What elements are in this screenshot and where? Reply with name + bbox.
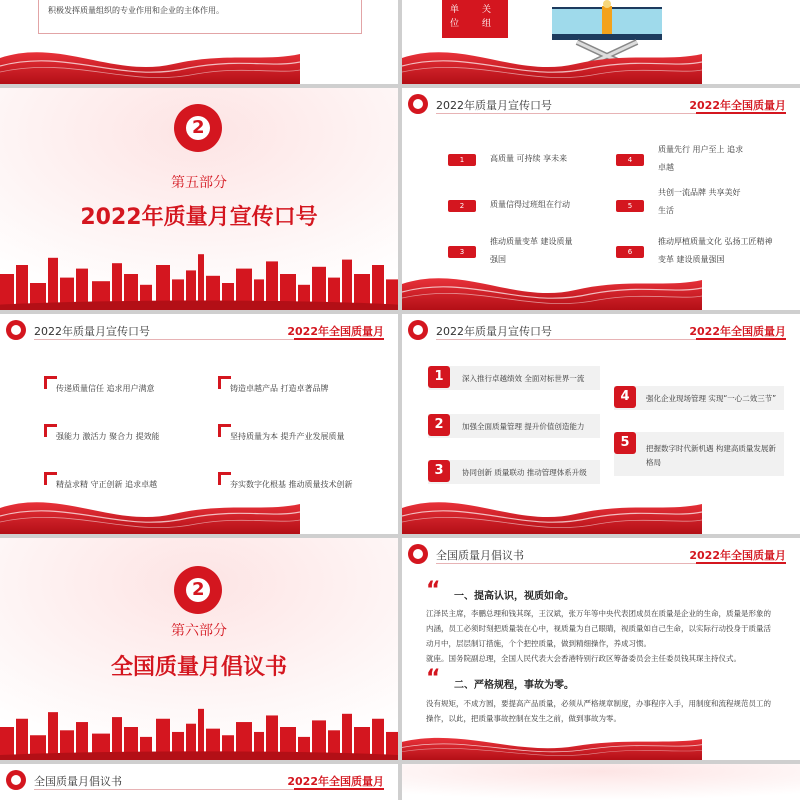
slide-header-tag: 2022年全国质量月	[287, 325, 384, 338]
slogan-number-badge: 4	[616, 154, 644, 166]
red-wave	[402, 488, 702, 534]
slide-excerpt-right	[402, 0, 800, 84]
paragraph-line: 江泽民主席，李鹏总理和钱其琛，王汉斌，张万年等中央代表团成员在质量是企业的生命，质量是形象的	[426, 609, 771, 618]
slide-slogans-boxes	[402, 314, 800, 534]
slide-header-tag: 2022年全国质量月	[689, 549, 786, 562]
logo-icon	[6, 320, 26, 340]
quality-emblem-icon	[174, 104, 222, 152]
slide-header-tag: 2022年全国质量月	[689, 99, 786, 112]
slogan-text: 协同创新 质量联动 推动管理体系升级	[462, 468, 587, 477]
header-divider	[34, 339, 384, 340]
paragraph	[426, 606, 776, 666]
city-skyline	[0, 238, 398, 310]
section-heading: 二、严格规程，事故为零。	[454, 680, 574, 691]
logo-icon	[408, 544, 428, 564]
paragraph-line: 操作，以此，把质量事故控制在发生之前，做到事故为零。	[426, 714, 621, 723]
slogan-text: 共创一流品牌 共享美好	[658, 188, 741, 197]
header-divider	[436, 339, 786, 340]
paragraph	[426, 696, 776, 726]
section-subtitle: 第五部分	[171, 175, 227, 191]
slogan-text: 夯实数字化根基 推动质量技术创新	[230, 480, 353, 489]
slogan-text: 铸造卓越产品 打造卓著品牌	[230, 384, 329, 393]
red-wave	[402, 264, 702, 310]
logo-icon	[408, 94, 428, 114]
background-glow	[402, 764, 800, 800]
red-wave	[402, 728, 702, 760]
slogan-text: 推动质量变革 建设质量	[490, 237, 573, 246]
header-divider	[34, 789, 384, 790]
slogan-number-badge: 1	[448, 154, 476, 166]
slogan-text: 高质量 可持续 享未来	[490, 154, 568, 163]
section-heading: 一、提高认识，视质如命。	[454, 591, 574, 602]
red-block	[442, 0, 508, 38]
slide-slogans-corner	[0, 314, 398, 534]
slide-header-title: 2022年质量月宣传口号	[436, 99, 552, 112]
city-skyline	[0, 694, 398, 760]
red-wave	[0, 488, 300, 534]
paragraph-line: 没有规矩，不成方圆，要提高产品质量，必须从严格规章制度，办事程序入手，用制度和流程规范员工的	[426, 699, 771, 708]
slide-next-right	[402, 764, 800, 800]
slogan-text: 变革 建设质量强国	[658, 255, 725, 264]
paragraph-line: 就座。国务院副总理，全国人民代表大会香港特别行政区筹备委员会主任委员钱其琛主持仪式。	[426, 654, 741, 663]
slide-header-tag: 2022年全国质量月	[287, 775, 384, 788]
slogan-text: 格局	[646, 458, 661, 467]
slogan-number: 2	[428, 414, 450, 436]
section-title: 2022年质量月宣传口号	[80, 205, 318, 230]
slogan-number: 3	[428, 460, 450, 482]
slogan-text: 把握数字时代新机遇 构建高质量发展新	[646, 444, 776, 453]
logo-icon	[408, 320, 428, 340]
slogan-text: 深入推行卓越绩效 全面对标世界一流	[462, 374, 585, 383]
slogan-text: 质量先行 用户至上 追求	[658, 145, 744, 154]
slogan-text: 强国	[490, 255, 506, 264]
slogan-text: 强能力 激活力 聚合力 提效能	[56, 432, 160, 441]
slide-header-title: 全国质量月倡议书	[34, 775, 122, 788]
quote-mark-icon: “	[426, 666, 441, 691]
slogan-text: 传递质量信任 追求用户满意	[56, 384, 155, 393]
slogan-text: 推动厚植质量文化 弘扬工匠精神	[658, 237, 773, 246]
quality-emblem-icon	[174, 566, 222, 614]
slogan-text: 质量信得过班组在行动	[490, 200, 570, 209]
quote-mark-icon: “	[426, 578, 441, 603]
slide-header-tag: 2022年全国质量月	[689, 325, 786, 338]
header-divider	[436, 563, 786, 564]
slogan-number: 4	[614, 386, 636, 408]
section-subtitle: 第六部分	[171, 623, 227, 639]
paragraph-line: 动月中，层层制订措施，个个把控质量，做到精细操作，养成习惯。	[426, 639, 651, 648]
slogan-number-badge: 2	[448, 200, 476, 212]
slogan-number-badge: 5	[616, 200, 644, 212]
red-block-char: 单	[450, 5, 460, 15]
slide-proposal-continued	[0, 764, 398, 800]
slogan-text: 强化企业现场管理 实现“一心二效三节”	[646, 394, 777, 403]
logo-icon	[6, 770, 26, 790]
section-title: 全国质量月倡议书	[110, 655, 287, 680]
slogan-text: 加强全面质量管理 提升价值创造能力	[462, 422, 585, 431]
slogan-number: 5	[614, 432, 636, 454]
red-block-char: 关	[482, 5, 492, 15]
red-block-char: 组	[482, 19, 492, 29]
red-wave	[402, 38, 702, 84]
slide-excerpt-left	[0, 0, 398, 84]
slogan-text: 卓越	[658, 163, 674, 172]
slogan-text: 生活	[658, 206, 674, 215]
slide-header-title: 2022年质量月宣传口号	[34, 325, 150, 338]
header-divider	[436, 113, 786, 114]
slide-header-title: 2022年质量月宣传口号	[436, 325, 552, 338]
slide-proposal	[402, 538, 800, 760]
slide-section-five-cover	[0, 88, 398, 310]
paragraph-line: 内涵，员工必须时刻把质量装在心中，视质量为自己眼睛，视质量如自己生命，以实际行动投身于质量活	[426, 624, 771, 633]
slogan-text: 坚持质量为本 提升产业发展质量	[230, 432, 345, 441]
excerpt-text: 积极发挥质量组织的专业作用和企业的主体作用。	[48, 6, 224, 15]
slide-header-title: 全国质量月倡议书	[436, 549, 524, 562]
red-block-char: 位	[450, 19, 460, 29]
slogan-text: 精益求精 守正创新 追求卓越	[56, 480, 158, 489]
slide-section-six-cover	[0, 538, 398, 760]
red-wave	[0, 38, 300, 84]
slogan-number-badge: 6	[616, 246, 644, 258]
slide-slogans-numbered	[402, 88, 800, 310]
slogan-number: 1	[428, 366, 450, 388]
slogan-number-badge: 3	[448, 246, 476, 258]
